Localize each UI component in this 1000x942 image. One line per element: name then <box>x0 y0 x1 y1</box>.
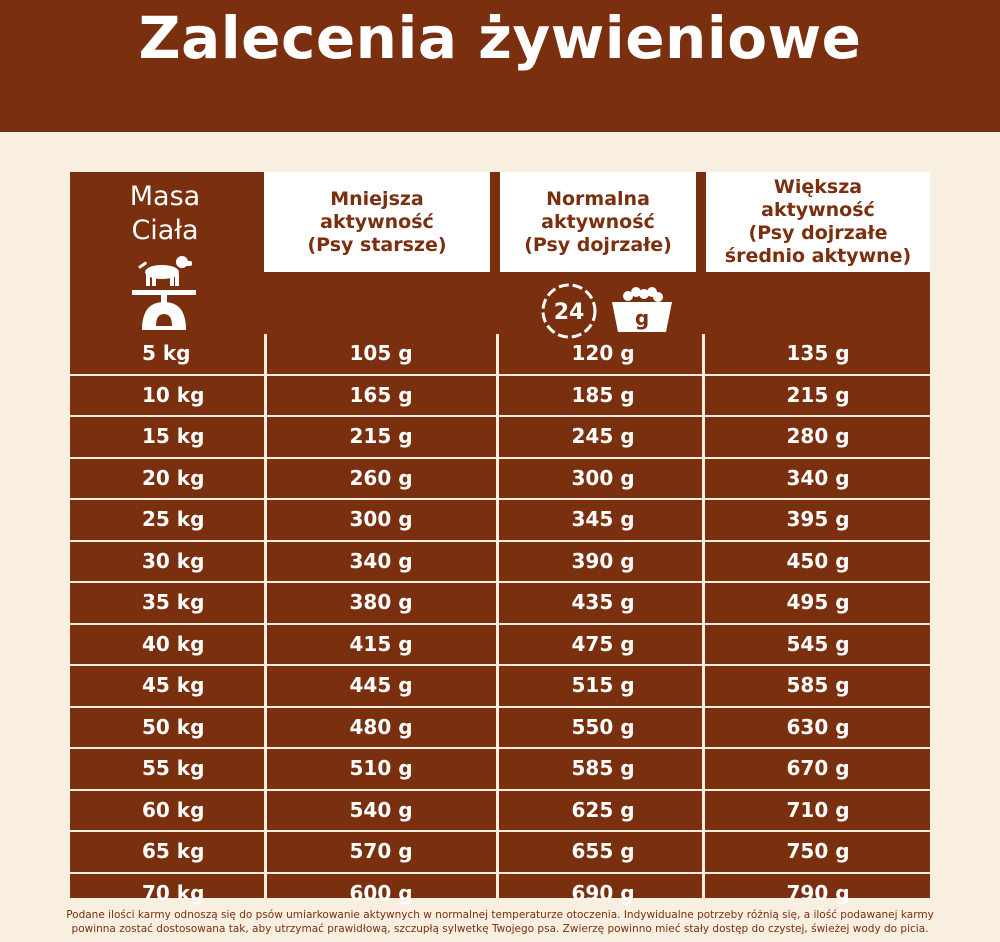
mass-label-line: Masa <box>129 181 201 212</box>
low-activity-cell: 600 g <box>349 880 413 905</box>
normal-activity-cell: 690 g <box>571 880 635 905</box>
page-title: Zalecenia żywieniowe <box>138 4 862 72</box>
header-line: aktywność <box>761 199 875 221</box>
table-row <box>70 374 930 416</box>
header-line: (Psy starsze) <box>307 233 447 256</box>
low-activity-cell: 570 g <box>349 839 413 863</box>
body-mass-cell: 60 kg <box>142 797 205 822</box>
normal-activity-cell: 120 g <box>571 341 635 365</box>
normal-activity-cell: 345 g <box>571 507 635 531</box>
body-mass-cell: 35 kg <box>142 590 205 614</box>
footer-line: Podane ilości karmy odnoszą się do psów umiarkowanie aktywnych w normalnej temperaturze otoczenia. Indywidualne potrzeby różnią się, a ilość podawanej karmy <box>66 909 934 921</box>
normal-activity-cell: 655 g <box>571 839 635 863</box>
body-mass-cell: 55 kg <box>142 756 205 780</box>
high-activity-cell: 670 g <box>786 756 850 780</box>
low-activity-cell: 540 g <box>349 797 413 822</box>
table-row <box>70 747 930 789</box>
clock-24h-label: 24 <box>553 300 585 325</box>
low-activity-cell: 215 g <box>349 424 413 448</box>
table-row <box>70 789 930 831</box>
normal-activity-cell: 300 g <box>571 465 635 490</box>
low-activity-cell: 510 g <box>349 756 413 780</box>
high-activity-cell: 545 g <box>786 631 850 656</box>
high-activity-cell: 710 g <box>786 797 850 822</box>
dog-scale-icon <box>128 252 200 332</box>
header-line: Większa <box>773 176 863 198</box>
low-activity-cell: 380 g <box>349 590 413 614</box>
body-mass-cell: 10 kg <box>142 382 205 407</box>
table-row <box>70 415 930 457</box>
clock-24h-icon <box>540 282 598 340</box>
high-activity-cell: 630 g <box>786 714 850 739</box>
high-activity-cell: 790 g <box>786 880 850 905</box>
footer-line: powinna zostać dostosowana tak, aby utrzymać prawidłową, szczupłą sylwetkę Twojego psa. Zwierzę powinno mieć stały dostęp do czystej, świeżej wody do picia. <box>71 923 929 935</box>
title-banner <box>0 0 1000 132</box>
body-mass-cell: 20 kg <box>142 465 205 490</box>
column-header-high-activity <box>706 172 930 272</box>
low-activity-cell: 480 g <box>349 714 413 739</box>
high-activity-cell: 340 g <box>786 465 850 490</box>
header-line: Normalna <box>546 187 650 210</box>
body-mass-cell: 15 kg <box>142 424 205 448</box>
header-line: Mniejsza <box>330 187 424 210</box>
header-line: aktywność <box>320 210 434 233</box>
table-row <box>70 540 930 582</box>
low-activity-cell: 340 g <box>349 548 413 573</box>
column-header-normal-activity <box>500 172 696 272</box>
normal-activity-cell: 245 g <box>571 424 635 448</box>
low-activity-cell: 300 g <box>349 507 413 531</box>
high-activity-cell: 280 g <box>786 424 850 448</box>
table-row <box>70 457 930 499</box>
body-mass-cell: 40 kg <box>142 631 205 656</box>
low-activity-cell: 105 g <box>349 341 413 365</box>
normal-activity-cell: 390 g <box>571 548 635 573</box>
normal-activity-cell: 550 g <box>571 714 635 739</box>
high-activity-cell: 215 g <box>786 382 850 407</box>
high-activity-cell: 395 g <box>786 507 850 531</box>
normal-activity-cell: 475 g <box>571 631 635 656</box>
body-mass-cell: 30 kg <box>142 548 205 573</box>
normal-activity-cell: 435 g <box>571 590 635 614</box>
high-activity-cell: 585 g <box>786 673 850 697</box>
table-row <box>70 334 930 374</box>
feeding-table-body <box>70 334 930 913</box>
table-row <box>70 498 930 540</box>
mass-column-header <box>70 180 260 248</box>
header-line: średnio aktywne) <box>724 245 912 267</box>
normal-activity-cell: 625 g <box>571 797 635 822</box>
table-row <box>70 830 930 872</box>
low-activity-cell: 260 g <box>349 465 413 490</box>
high-activity-cell: 750 g <box>786 839 850 863</box>
normal-activity-cell: 515 g <box>571 673 635 697</box>
column-header-low-activity <box>264 172 490 272</box>
body-mass-cell: 50 kg <box>142 714 205 739</box>
low-activity-cell: 445 g <box>349 673 413 697</box>
header-line: (Psy dojrzałe <box>748 222 888 244</box>
table-row <box>70 581 930 623</box>
header-line: (Psy dojrzałe) <box>524 233 672 256</box>
food-bowl-label: g <box>634 306 650 330</box>
table-row <box>70 706 930 748</box>
high-activity-cell: 450 g <box>786 548 850 573</box>
table-row <box>70 872 930 914</box>
mass-label-line: Ciała <box>131 215 199 246</box>
normal-activity-cell: 585 g <box>571 756 635 780</box>
table-row <box>70 664 930 706</box>
body-mass-cell: 70 kg <box>142 880 205 905</box>
food-bowl-icon <box>606 284 678 336</box>
footer-note <box>40 908 960 936</box>
header-line: aktywność <box>541 210 655 233</box>
low-activity-cell: 165 g <box>349 382 413 407</box>
normal-activity-cell: 185 g <box>571 382 635 407</box>
body-mass-cell: 45 kg <box>142 673 205 697</box>
body-mass-cell: 5 kg <box>142 341 191 365</box>
body-mass-cell: 25 kg <box>142 507 205 531</box>
table-row <box>70 623 930 665</box>
low-activity-cell: 415 g <box>349 631 413 656</box>
high-activity-cell: 135 g <box>786 341 850 365</box>
body-mass-cell: 65 kg <box>142 839 205 863</box>
high-activity-cell: 495 g <box>786 590 850 614</box>
